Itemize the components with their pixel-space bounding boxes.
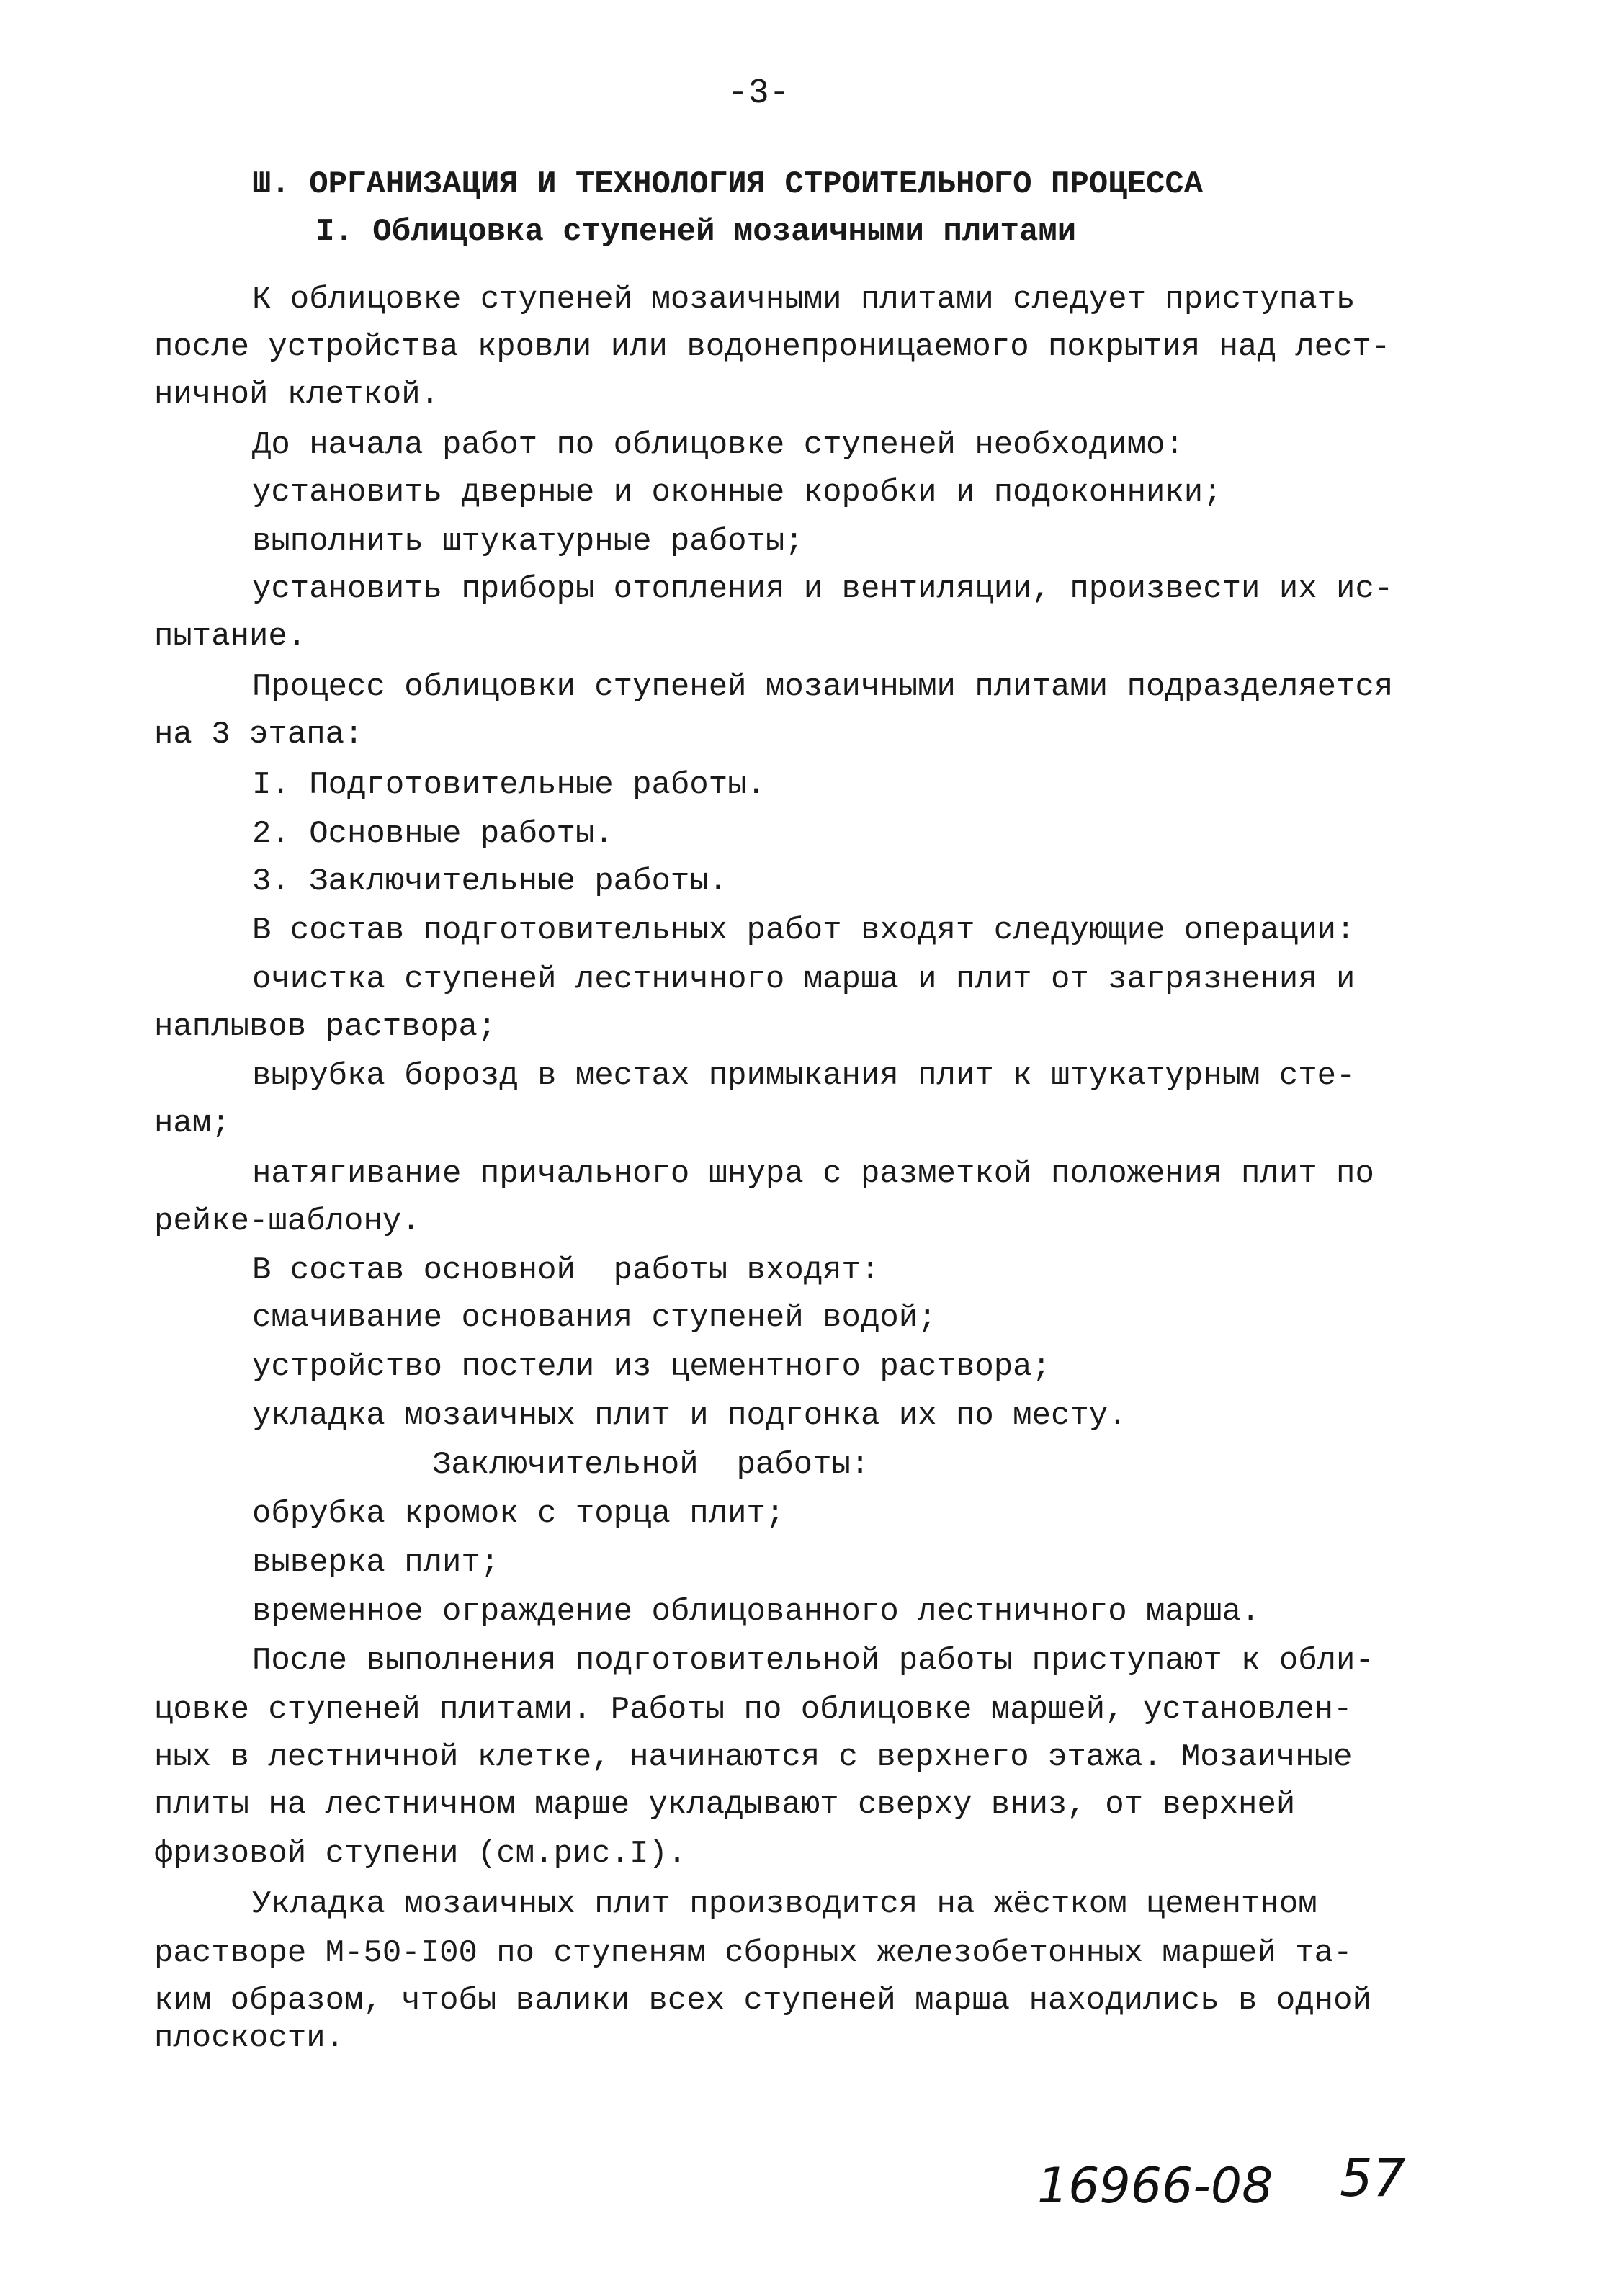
text-line: ничной клеткой. [154, 377, 440, 413]
text-line: смачивание основания ступеней водой; [252, 1300, 937, 1336]
text-line: В состав подготовительных работ входят следующие операции: [252, 912, 1356, 949]
text-line: временное ограждение облицованного лестничного марша. [252, 1594, 1260, 1630]
text-line: Заключительной работы: [432, 1447, 870, 1483]
text-line: укладка мозаичных плит и подгонка их по месту. [252, 1398, 1127, 1434]
text-line: ким образом, чтобы валики всех ступеней марша находились в одной [154, 1983, 1371, 2019]
text-line: установить дверные и оконные коробки и подоконники; [252, 475, 1222, 511]
text-line: наплывов раствора; [154, 1009, 497, 1045]
text-line: До начала работ по облицовке ступеней необходимо: [252, 427, 1184, 463]
text-line: устройство постели из цементного раствора; [252, 1349, 1051, 1385]
page-number: -3- [727, 74, 790, 113]
text-line: цовке ступеней плитами. Работы по облицовке маршей, установлен- [154, 1692, 1353, 1728]
text-line: I. Подготовительные работы. [252, 767, 766, 803]
text-line: ных в лестничной клетке, начинаются с верхнего этажа. Мозаичные [154, 1739, 1353, 1775]
text-line: вырубка борозд в местах примыкания плит к штукатурным сте- [252, 1058, 1356, 1094]
text-line: плоскости. [154, 2020, 345, 2056]
text-line: пытание. [154, 619, 307, 655]
section-heading: Ш. ОРГАНИЗАЦИЯ И ТЕХНОЛОГИЯ СТРОИТЕЛЬНОГО ПРОЦЕССА [252, 166, 1204, 202]
text-line: 2. Основные работы. [252, 816, 614, 852]
text-line: после устройства кровли или водонепроницаемого покрытия над лест- [154, 329, 1391, 365]
text-line: натягивание причального шнура с разметкой положения плит по [252, 1156, 1374, 1192]
text-line: 3. Заключительные работы. [252, 864, 728, 900]
text-line: рейке-шаблону. [154, 1203, 421, 1239]
text-line: После выполнения подготовительной работы приступают к обли- [252, 1643, 1374, 1679]
text-line: очистка ступеней лестничного марша и плит от загрязнения и [252, 961, 1356, 997]
text-line: Процесс облицовки ступеней мозаичными плитами подразделяется [252, 669, 1394, 705]
text-line: растворе М-50-I00 по ступеням сборных железобетонных маршей та- [154, 1935, 1353, 1971]
text-line: установить приборы отопления и вентиляции, произвести их ис- [252, 571, 1394, 607]
text-line: выверка плит; [252, 1545, 500, 1581]
text-line: плиты на лестничном марше укладывают сверху вниз, от верхней [154, 1787, 1296, 1823]
subsection-heading: I. Облицовка ступеней мозаичными плитами [315, 214, 1077, 250]
text-line: нам; [154, 1106, 230, 1142]
text-line: Укладка мозаичных плит производится на жёстком цементном [252, 1886, 1317, 1922]
text-line: К облицовке ступеней мозаичными плитами следует приступать [252, 282, 1356, 318]
text-line: на 3 этапа: [154, 717, 364, 753]
text-line: фризовой ступени (см.рис.I). [154, 1836, 687, 1872]
text-line: выполнить штукатурные работы; [252, 524, 804, 560]
document-code: 16966-08 [1037, 2158, 1273, 2215]
sheet-number: 57 [1340, 2148, 1406, 2208]
text-line: обрубка кромок с торца плит; [252, 1496, 785, 1532]
text-line: В состав основной работы входят: [252, 1252, 880, 1288]
